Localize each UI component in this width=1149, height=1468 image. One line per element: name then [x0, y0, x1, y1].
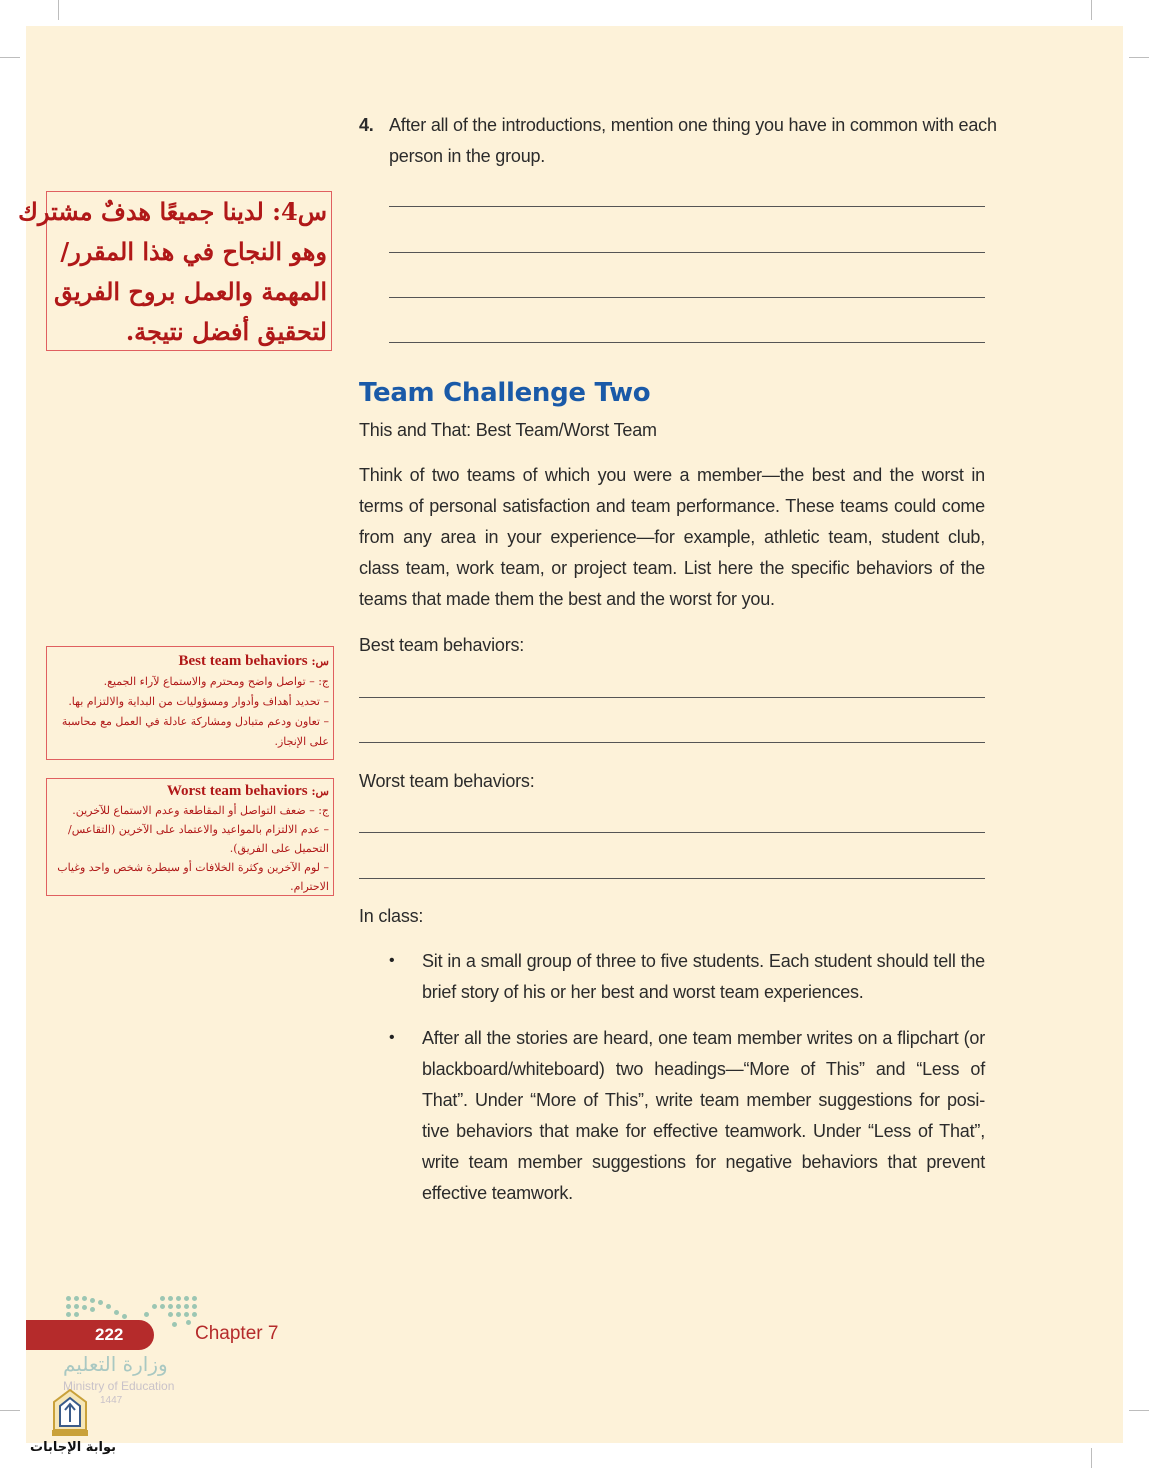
- arabic-box-line: – تعاون ودعم متبادل ومشاركة عادلة في العمل مع محاسبة: [61, 715, 329, 728]
- section-title: Team Challenge Two: [359, 378, 651, 408]
- bullet-line: Sit in a small group of three to five students. Each student should tell the: [422, 951, 985, 971]
- arabic-best-behaviors-box: [46, 646, 334, 760]
- arabic-worst-behaviors-box: [46, 778, 334, 896]
- arabic-answer-line: المهمة والعمل بروح الفريق: [54, 277, 327, 306]
- best-behaviors-label: Best team behaviors:: [359, 635, 525, 655]
- crop-mark: [1129, 57, 1149, 58]
- crop-mark: [1091, 1448, 1092, 1468]
- answer-line[interactable]: [389, 252, 985, 253]
- answer-line[interactable]: [389, 342, 985, 343]
- question-number: 4.: [359, 115, 374, 135]
- crop-mark: [0, 57, 20, 58]
- textbook-page: [18, 26, 1123, 1443]
- bullet-line: effective teamwork.: [422, 1183, 573, 1203]
- ministry-name-arabic: وزارة التعليم: [63, 1352, 168, 1376]
- bullet-line: After all the stories are heard, one team member writes on a flipchart (or: [422, 1028, 985, 1048]
- bullet-line: brief story of his or her best and worst team experiences.: [422, 982, 864, 1002]
- crop-mark: [0, 1410, 20, 1411]
- english-heading: Worst team behaviors: [166, 783, 308, 799]
- crop-mark: [1129, 1410, 1149, 1411]
- arabic-box-heading: [51, 651, 329, 672]
- arabic-box-line: ج: – تواصل واضح ومحترم والاستماع لآراء الجميع.: [103, 675, 329, 688]
- question-text-line: person in the group.: [389, 146, 546, 166]
- arabic-box-line: – عدم الالتزام بالمواعيد والاعتماد على الآخرين (التقاعس/: [68, 823, 329, 836]
- question-4: [359, 110, 997, 166]
- english-heading: Best team behaviors: [178, 653, 308, 669]
- answer-line[interactable]: [359, 697, 985, 698]
- arabic-box-line: التحميل على الفريق).: [229, 842, 329, 855]
- answer-line[interactable]: [389, 297, 985, 298]
- arabic-answer-box-q4: [18, 191, 332, 351]
- bullet-line: tive behaviors that make for effective teamwork. Under “Less of That”,: [422, 1121, 985, 1141]
- section-paragraph: [359, 460, 985, 615]
- portal-name: بوابة الإجابات: [30, 1440, 116, 1455]
- paragraph-line: from any area in your experience—for example, athletic team, student club,: [359, 527, 985, 547]
- bullet-item: [422, 946, 985, 1008]
- portal-logo-icon: [48, 1388, 92, 1438]
- paragraph-line: teams that made them the best and the worst for you.: [359, 589, 775, 609]
- year-label: 1447: [100, 1395, 123, 1406]
- in-class-label: In class:: [359, 906, 424, 926]
- bullet-line: blackboard/whiteboard) two headings—“More of This” and “Less of: [422, 1059, 985, 1079]
- bullet-marker: •: [389, 952, 395, 969]
- paragraph-line: terms of personal satisfaction and team performance. These teams could come: [359, 496, 985, 516]
- answer-line[interactable]: [359, 878, 985, 879]
- arabic-box-line: الاحترام.: [290, 880, 329, 893]
- arabic-box-line: ج: – ضعف التواصل أو المقاطعة وعدم الاستماع للآخرين.: [72, 804, 329, 817]
- arabic-box-line: – تحديد أهداف وأدوار ومسؤوليات من البداية والالتزام بها.: [68, 695, 329, 708]
- chapter-label: Chapter 7: [195, 1323, 279, 1344]
- bullet-line: That”. Under “More of This”, write team member suggestions for posi-: [422, 1090, 985, 1110]
- answer-line[interactable]: [359, 832, 985, 833]
- arabic-box-line: – لوم الآخرين وكثرة الخلافات أو سيطرة شخص واحد وغياب: [57, 861, 329, 874]
- arabic-answer-line: س4: لدينا جميعًا هدفٌ مشترك: [18, 197, 327, 226]
- arabic-answer-line: لتحقيق أفضل نتيجة.: [125, 317, 327, 346]
- answer-line[interactable]: [359, 742, 985, 743]
- bullet-marker: •: [389, 1029, 395, 1046]
- arabic-answer-line: وهو النجاح في هذا المقرر/: [60, 237, 327, 266]
- ministry-name-english: Ministry of Education: [63, 1379, 175, 1393]
- arabic-box-line: على الإنجاز.: [274, 735, 329, 748]
- crop-mark: [58, 0, 59, 20]
- answer-line[interactable]: [389, 206, 985, 207]
- question-text-line: After all of the introductions, mention one thing you have in common with each: [389, 115, 997, 135]
- bullet-item: [422, 1023, 985, 1209]
- section-subtitle: This and That: Best Team/Worst Team: [359, 420, 657, 440]
- page-number: 222: [95, 1325, 124, 1344]
- question-prefix: س:: [311, 785, 329, 798]
- arabic-box-heading: [51, 782, 329, 801]
- bullet-line: write team member suggestions for negative behaviors that prevent: [422, 1152, 985, 1172]
- question-prefix: س:: [311, 655, 329, 668]
- crop-mark: [1091, 0, 1092, 20]
- worst-behaviors-label: Worst team behaviors:: [359, 771, 535, 791]
- paragraph-line: class team, work team, or project team. List here the specific behaviors of the: [359, 558, 985, 578]
- paragraph-line: Think of two teams of which you were a member—the best and the worst in: [359, 465, 985, 485]
